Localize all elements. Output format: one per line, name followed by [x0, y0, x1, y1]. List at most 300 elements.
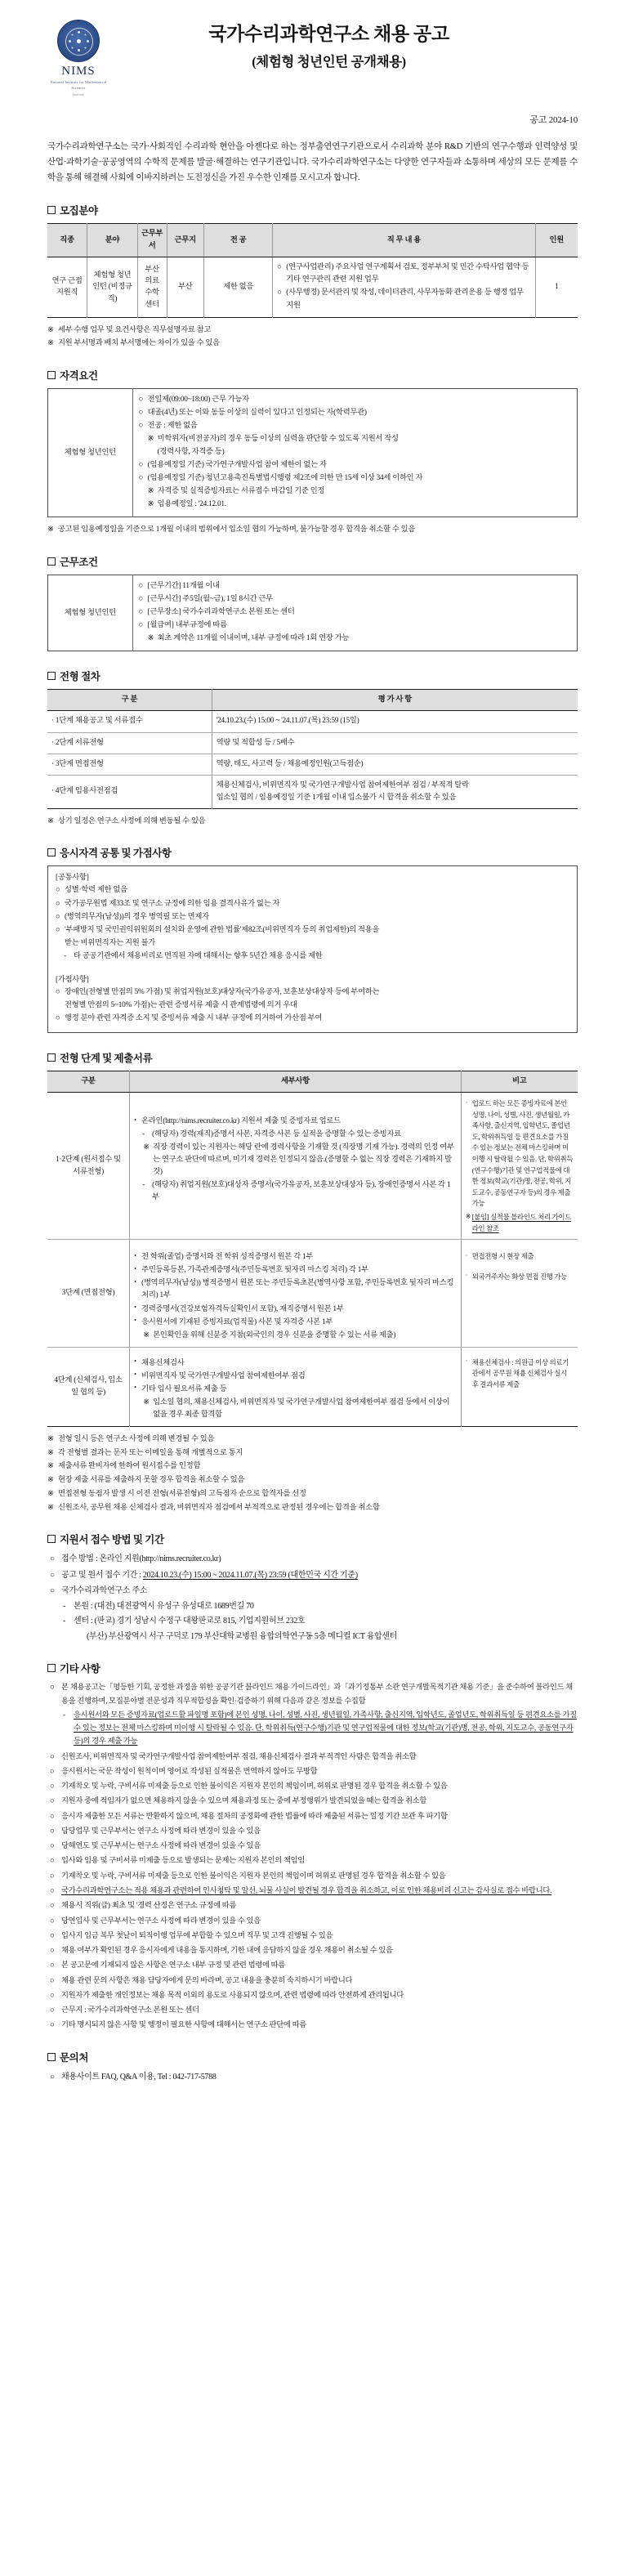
table-row [47, 257, 578, 317]
cell-department: 부산 의료 수학 센터 [137, 257, 167, 317]
etc-item [47, 1854, 578, 1867]
institute-address-label: 국가수리과학연구소 주소 [61, 1586, 148, 1596]
common-text: 국가공무원법 제33조 및 연구소 규정에 의한 임용 결격사유가 없는 자 [65, 899, 280, 908]
cell-stage: 3단계 (면접전형) [47, 1240, 130, 1347]
detail-text: (병역의무자(남성)) 병적증명서 원본 또는 주민등록초본(병역사항 포함, 주민등록번호 뒷자리 마스킹 처리) 1부 [141, 1279, 454, 1300]
col-location: 근무지 [167, 224, 203, 257]
logo-subtitle-secondary: Institute [73, 93, 84, 97]
etc-item [47, 1989, 578, 2002]
cell-stage: 1·2단계 (원서접수 및 서류전형) [47, 1093, 130, 1240]
col-stage-remarks: 비고 [461, 1071, 578, 1092]
cell-stage-remarks [461, 1347, 578, 1426]
dot-bullet-icon: • [134, 1264, 136, 1272]
note-item [47, 1501, 578, 1515]
etc-item [47, 1915, 578, 1928]
qualification-text: 전공 : 제한 없음 [147, 422, 198, 431]
common-item [56, 924, 569, 937]
note-item [47, 1433, 578, 1447]
stages-documents-heading-text: 전형 단계 및 제출서류 [60, 1052, 153, 1064]
qualification-subnote-cont [139, 446, 571, 458]
etc-text: 당해연도 및 근무부서는 연구소 사정에 따라 변경이 있을 수 있음 [61, 1842, 261, 1851]
work-condition-text: [근무기간] 11개월 이내 [147, 582, 220, 591]
note-item [47, 815, 578, 829]
detail-item [134, 1304, 457, 1316]
cell-field: 체험형 청년인턴 (비정규직) [87, 257, 138, 317]
detail-item [134, 1371, 457, 1383]
reference-mark-icon: ※ [147, 500, 154, 509]
table-header-row [47, 690, 578, 711]
circle-bullet-icon: ○ [50, 1797, 55, 1806]
address-item-center-busan [47, 1630, 578, 1644]
detail-note [134, 1397, 457, 1421]
circle-bullet-icon: ○ [50, 1947, 55, 1956]
circle-bullet-icon: ○ [56, 925, 60, 934]
application-block [47, 1552, 578, 1644]
work-condition-heading-text: 근무조건 [60, 557, 98, 569]
address-text: 센터 : (판교) 경기 성남시 수정구 대왕판교로 815, 기업지원허브 232호 [74, 1617, 306, 1626]
dot-bullet-icon: · [465, 1272, 468, 1280]
qualification-item [139, 407, 571, 419]
note-item [47, 337, 578, 351]
section-heading-inquiry [47, 2050, 578, 2064]
common-item [56, 911, 569, 924]
table-row [47, 1093, 578, 1240]
detail-text: 경력증명서(건강보험자격득실확인서 포함), 재직증명서 원본 1부 [141, 1304, 344, 1313]
page-title: 국가수리과학연구소 채용 공고 [208, 24, 449, 44]
circle-bullet-icon: ○ [138, 582, 144, 591]
etc-item [47, 1765, 578, 1778]
etc-text: 채용시 직위(급) 최초 및 '경력 산정은 연구소 규정에 따름 [61, 1902, 237, 1911]
application-item [47, 1584, 578, 1599]
circle-bullet-icon: ○ [50, 1902, 55, 1911]
etc-item [47, 1974, 578, 1988]
dash-bullet-icon: - [63, 1617, 66, 1626]
square-bullet-icon [47, 1535, 56, 1543]
circle-bullet-icon: ○ [50, 1767, 55, 1776]
remark-text: 면접전형 시 현장 제출 [471, 1253, 534, 1261]
etc-item [47, 1681, 578, 1708]
reference-mark-icon: ※ [143, 1330, 150, 1339]
etc-item [47, 1751, 578, 1764]
circle-bullet-icon: ○ [50, 2006, 55, 2015]
cell-headcount: 1 [555, 282, 559, 291]
square-bullet-icon [47, 206, 56, 214]
address-item-headquarters [47, 1599, 578, 1614]
table-header-row [47, 1071, 578, 1092]
inquiry-heading-text: 문의처 [60, 2051, 89, 2064]
note-item [47, 1474, 578, 1487]
common-item [56, 884, 569, 897]
duty-item [277, 287, 530, 311]
remark-text: 외국거주자는 화상 면접 진행 가능 [471, 1272, 567, 1281]
work-condition-text: [월급여] 내부규정에 따름 [147, 621, 227, 630]
circle-bullet-icon: ○ [50, 1872, 55, 1881]
qualification-table [47, 388, 578, 517]
inquiry-item [47, 2070, 578, 2085]
recruit-field-notes [47, 324, 578, 351]
note-text: 상기 일정은 연구소 사정에 의해 변동될 수 있음 [58, 816, 206, 825]
circle-bullet-icon: ○ [138, 621, 144, 630]
reference-mark-icon: ※ [143, 1398, 150, 1407]
col-job-type: 직종 [47, 224, 87, 257]
table-row [47, 711, 578, 732]
detail-text: 채용신체검사 [141, 1358, 185, 1367]
cell-stage-details [130, 1093, 462, 1240]
etc-item [47, 1795, 578, 1808]
circle-bullet-icon: ○ [50, 1887, 55, 1895]
reference-mark-icon: ※ [47, 1462, 54, 1471]
circle-bullet-icon: ○ [138, 461, 144, 470]
dot-bullet-icon: · [465, 1357, 468, 1366]
remark-item [466, 1098, 574, 1210]
table-row [47, 1347, 578, 1426]
cell-work-condition-items [132, 575, 577, 651]
col-headcount: 인원 [535, 224, 578, 257]
square-bullet-icon [47, 672, 56, 680]
dot-bullet-icon: • [134, 1357, 136, 1366]
etc-text: 응시원서와 모든 증빙자료(업로드할 파일명 포함)에 본인 성명, 나이, 성별, 사진, 생년월일, 가족사항, 출신지역, 입학년도, 졸업년도, 학위취득일 등 편견요소를 가질 수 있는 정보는 전체 마스킹하며 미이행 시 탈락될 수 있음. 단, 학위취득(연구수행)기관 및 연구업적물에 대한 정보(학교(기관)명, 전공, 학위, 지도교수, 공동연구자 등)의 경우 제출 가능 [74, 1711, 577, 1746]
circle-bullet-icon: ○ [50, 1684, 55, 1693]
qualification-item [139, 459, 571, 472]
common-text: 성별·학력 제한 없음 [65, 886, 127, 895]
dot-bullet-icon: · [465, 1098, 468, 1107]
cell-job-type: 연구 근접 지원직 [47, 257, 87, 317]
section-heading-qualification [47, 368, 578, 382]
detail-text: 기타 입사 필요서류 제출 등 [141, 1384, 227, 1393]
col-major: 전 공 [203, 224, 272, 257]
square-bullet-icon [47, 2053, 56, 2061]
etc-item-masking-rule [47, 1709, 578, 1749]
etc-heading-text: 기타 사항 [60, 1663, 100, 1675]
table-row [48, 575, 578, 651]
dot-bullet-icon: · [465, 1251, 468, 1259]
circle-bullet-icon: ○ [50, 1586, 55, 1596]
circle-bullet-icon: ○ [50, 1961, 55, 1970]
cell-process-detail: '24.10.23.(수) 15:00 ~ '24.11.07.(목) 23:59 (15일) [212, 711, 578, 732]
etc-item [47, 1780, 578, 1793]
cell-stage-remarks [461, 1240, 578, 1347]
etc-text: 응시자 제출한 모든 서류는 반환하지 않으며, 채용 절차의 공정화에 관한 법률에 따라 제출된 서류는 일정 기간 보관 후 파기함 [61, 1812, 448, 1821]
circle-bullet-icon: ○ [138, 608, 144, 617]
circle-bullet-icon: ○ [50, 1976, 55, 1985]
reference-mark-icon: ※ [465, 1212, 471, 1220]
process-heading-text: 전형 절차 [60, 671, 100, 683]
detail-text: 본인확인을 위해 신분증 지참(외국인의 경우 신분을 증명할 수 있는 서류 제출) [153, 1330, 396, 1339]
circle-bullet-icon: ○ [50, 1842, 55, 1851]
cell-process-detail: 역량 및 적합성 등 / 5배수 [212, 732, 578, 754]
square-bullet-icon [47, 1053, 56, 1062]
table-row [48, 866, 578, 1033]
col-stage: 구분 [47, 1071, 130, 1092]
reference-mark-icon: ※ [147, 634, 154, 643]
etc-block [47, 1681, 578, 2032]
circle-bullet-icon: ○ [138, 409, 144, 418]
common-text: '부패방지 및 국민권익위원회의 설치와 운영에 관한 법률'제82조(비위면직자 등의 취업제한)의 적용을 [65, 925, 380, 934]
address-text: (부산) 부산광역시 서구 구덕로 179 부산대학교병원 융합의학연구동 5층 메디컬 ICT 융합센터 [87, 1631, 398, 1641]
qualification-subnote-text: 자격증 및 실적증빙자료는 서류접수 마감일 기준 인정 [157, 487, 325, 496]
common-item [56, 898, 569, 910]
common-bonus-heading-text: 응시자격 공통 및 가점사항 [60, 847, 172, 860]
dot-bullet-icon: • [134, 1116, 136, 1124]
circle-bullet-icon: ○ [277, 263, 282, 272]
etc-item [47, 1810, 578, 1823]
detail-item [134, 1251, 457, 1263]
qualification-subnote [139, 485, 571, 498]
section-heading-recruit-field [47, 203, 578, 217]
application-heading-text: 지원서 접수 방법 및 기간 [60, 1534, 164, 1546]
common-item-dash [56, 950, 569, 963]
note-text: 신원조사, 공무원 채용 신체검사 결과, 비위면직자 점검에서 부적격으로 판정된 경우에는 합격을 취소함 [58, 1503, 380, 1512]
note-item [47, 523, 578, 537]
detail-text: (해당자) 경력(재직)증명서 사본, 자격증 사본 등 실적을 증명할 수 있는 증빙자료 [152, 1130, 401, 1139]
dash-bullet-icon: - [63, 1601, 66, 1611]
col-process-step: 구 분 [47, 690, 212, 711]
square-bullet-icon [47, 848, 56, 856]
etc-text: 채용 관련 문의 사항은 채용 담당자에게 문의 바라며, 공고 내용을 충분히 숙지하시기 바랍니다 [61, 1976, 353, 1985]
duty-text: (사무행정) 문서관리 및 작성, 데이터관리, 사무자동화 관리운용 등 행정 업무 지원 [286, 288, 524, 310]
col-department: 근무부서 [137, 224, 167, 257]
section-heading-etc [47, 1661, 578, 1675]
application-item [47, 1552, 578, 1567]
qualification-subnote-text: 임용예정일 : '24.12.01. [157, 500, 226, 509]
circle-bullet-icon: ○ [50, 1857, 55, 1866]
work-condition-text: [근무시간] 주5일(월~금), 1일 8시간 근무 [147, 595, 273, 604]
reference-mark-icon: ※ [47, 1448, 54, 1457]
section-heading-application [47, 1532, 578, 1546]
circle-bullet-icon: ○ [50, 1991, 55, 2000]
etc-item [47, 1899, 578, 1912]
reference-mark-icon: ※ [47, 1503, 54, 1512]
institute-seal-icon [57, 20, 100, 62]
detail-note [134, 1330, 457, 1342]
logo-name: NIMS [61, 65, 96, 78]
note-item [47, 1487, 578, 1501]
note-text: 각 전형별 결과는 문자 또는 이메일을 통해 개별적으로 통지 [58, 1448, 243, 1457]
circle-bullet-icon: ○ [50, 2021, 55, 2030]
process-notes [47, 815, 578, 829]
reference-mark-icon: ※ [47, 325, 54, 334]
qualification-notes [47, 523, 578, 537]
etc-text: 기재착오 및 누락, 구비서류 미제출 등으로 인한 불이익은 지원자 본인의 책임이며, 허위로 판명된 경우 합격을 취소할 수 있음 [61, 1782, 448, 1791]
qualification-item [139, 394, 571, 406]
process-detail-line: 입소일 협의 / 임용예정일 기준 1개월 이내 입소불가 시 합격을 취소할 수 있음 [216, 793, 457, 802]
remark-text: [붙임] 실적물 블라인드 처리 가이드라인 참조 [471, 1214, 571, 1232]
remark-item [466, 1357, 574, 1391]
circle-bullet-icon: ○ [138, 396, 144, 405]
etc-text: 담당업무 및 근무부서는 연구소 사정에 따라 변경이 있을 수 있음 [61, 1827, 261, 1836]
etc-item [47, 1825, 578, 1838]
work-condition-subnote-text: 최초 계약은 11개월 이내이며, 내부 규정에 따라 1회 연장 가능 [157, 634, 350, 643]
etc-text: 입사와 임용 및 구비서류 미제출 등으로 발생되는 문제는 지원자 본인의 책임임 [61, 1857, 306, 1866]
qualification-subnote-text: 미학위자(비전공자)의 경우 동등 이상의 실력을 판단할 수 있도록 지원서 작성 [157, 435, 399, 444]
process-detail-line: 채용신체검사, 비위면직자 및 국가연구개발사업 참여제한여부 점검 / 부적격 탈락 [216, 780, 469, 789]
note-item [47, 1447, 578, 1460]
etc-text: 기타 명시되지 않은 사항 및 행정이 필요한 사항에 대해서는 연구소 판단에 따름 [61, 2021, 307, 2030]
cell-process-step: · 3단계 면접전형 [47, 754, 212, 775]
detail-note [134, 1142, 457, 1178]
table-row [47, 1240, 578, 1347]
note-text: 지원 부서명과 배치 부서명에는 차이가 있을 수 있음 [58, 339, 220, 348]
page-subtitle: (체험형 청년인턴 공개채용) [252, 53, 406, 69]
col-duties: 직 무 내 용 [273, 224, 535, 257]
etc-text: 지원자가 제출한 개인정보는 채용 목적 이외의 용도로 사용되지 않으며, 관련 법령에 따라 안전하게 관리됩니다 [61, 1991, 404, 2000]
bonus-item-cont [56, 1000, 569, 1012]
qualification-subnote [139, 499, 571, 511]
work-condition-subnote [139, 633, 571, 645]
work-condition-table [47, 575, 578, 651]
note-item [47, 324, 578, 338]
reference-mark-icon: ※ [147, 487, 154, 496]
detail-text: (해당자) 취업지원(보호)대상자 증명서(국가유공자, 보훈보상대상자 등), 장애인증명서 사본 각 1부 [152, 1181, 451, 1202]
cell-process-detail: 역량, 태도, 사고력 등 / 채용예정인원(고득점순) [212, 754, 578, 775]
circle-bullet-icon: ○ [56, 987, 60, 996]
address-item-center-pangyo [47, 1614, 578, 1629]
duty-text: (연구사업관리) 주요사업 연구계획서 검토, 정부부처 및 민간 수탁사업 협약 등 기타 연구관리 관련 지원 업무 [286, 263, 529, 284]
etc-item [47, 1959, 578, 1972]
etc-text: 본 공고문에 기재되지 않은 사항은 연구소 내부 규정 및 관련 법령에 따름 [61, 1961, 286, 1970]
bonus-item [56, 1013, 569, 1025]
etc-text: 기재착오 및 누락, 구비서류 미제출 등으로 인한 불이익은 지원자 본인의 책임이며 허위로 판명된 경우 합격을 취소할 수 있음 [61, 1872, 446, 1881]
section-heading-work-condition [47, 554, 578, 569]
note-text: 제출서류 완비자에 한하여 원서접수를 인정함 [58, 1462, 201, 1471]
circle-bullet-icon: ○ [56, 899, 60, 908]
section-heading-process [47, 669, 578, 683]
etc-item [47, 1930, 578, 1943]
circle-bullet-icon: ○ [50, 2072, 55, 2082]
application-item [47, 1568, 578, 1583]
process-table [47, 689, 578, 808]
cell-work-condition-label: 체험형 청년인턴 [48, 575, 133, 651]
circle-bullet-icon: ○ [138, 595, 144, 604]
detail-text: 비위면직자 및 국가연구개발사업 참여제한여부 점검 [141, 1371, 306, 1380]
common-text: 받는 비위면직자는 지원 불가 [65, 938, 155, 947]
square-bullet-icon [47, 1664, 56, 1672]
recruit-field-heading-text: 모집분야 [60, 205, 98, 217]
cell-stage-details [130, 1347, 462, 1426]
dot-bullet-icon: • [134, 1317, 136, 1325]
bonus-text: 행정 분야 관련 자격증 소지 및 증빙서류 제출 시 내부 규정에 의거하여 가산점 부여 [65, 1013, 323, 1022]
application-method-text: 접수 방법 : 온라인 지원(http://nims.recruiter.co.kr) [61, 1554, 221, 1564]
etc-text: 채용 여부가 확인된 경우 응시자에게 내용을 통지하며, 기한 내에 응답하지 않을 경우 채용이 취소될 수 있음 [61, 1947, 393, 1956]
circle-bullet-icon: ○ [50, 1827, 55, 1836]
note-item [47, 1460, 578, 1474]
qualification-subnote-text: (경력사항, 자격증 등) [157, 448, 225, 457]
circle-bullet-icon: ○ [56, 886, 60, 895]
qualification-subnote [139, 433, 571, 445]
intro-paragraph [47, 140, 578, 186]
detail-item [134, 1264, 457, 1277]
qualification-text: (임용예정일 기준) 청년고용촉진특별법시행령 제2조에 의한 만 15세 이상 34세 이하인 자 [147, 474, 423, 483]
detail-item [134, 1357, 457, 1370]
etc-item-recruitment-integrity [47, 1885, 578, 1898]
circle-bullet-icon: ○ [50, 1752, 55, 1761]
bonus-text: 장애인(전형별 만점의 5% 가점) 및 취업지원(보호)대상자(국가유공자, 보훈보상대상자 등에 부여하는 [65, 987, 380, 996]
notice-number: 공고 2024-10 [529, 115, 578, 126]
bonus-item [56, 986, 569, 999]
note-text: 세부 수행 업무 및 요건사항은 직무설명자료 참고 [58, 325, 212, 334]
remark-item [466, 1251, 574, 1263]
etc-item [47, 2019, 578, 2032]
inquiry-block [47, 2070, 578, 2085]
cell-stage: 4단계 (신체검사, 입소일 협의 등) [47, 1347, 130, 1426]
cell-qualification-label: 체험형 청년인턴 [48, 389, 133, 517]
remark-note [466, 1212, 574, 1234]
intro-text: 국가수리과학연구소는 국가·사회적인 수리과학 현안을 아젠다로 하는 정부출연연구기관으로서 수리과학 분야 R&D 기반의 연구수행과 인력양성 및 산업·과학기술·공공영역의 수학적 문제를 발굴·해결하는 연구기관입니다. 국가수리과학연구소는 다양한 연구자들과 소통하며 세상의 모든 문제를 수학을 통해 해결해 사회에 이바지하려는 도전정신을 가진 우수한 인재를 모시고자 합니다. [47, 142, 578, 182]
square-bullet-icon [47, 557, 56, 566]
reference-mark-icon: ※ [47, 339, 54, 348]
etc-text: 신원조사, 비위면직자 및 국가연구개발사업 참여제한여부 점검, 채용신체검사 결과 부적격인 사람은 합격을 취소함 [61, 1752, 417, 1761]
detail-text: 직장 경력이 있는 지원자는 해당 란에 경력사항을 기재할 것 (직장명 기재 가능). 경력의 인정 여부는 연구소 판단에 따르며, 미기재 경력은 인정되지 않음.(증명할 수 없는 직장 경력은 기재하지 말 것) [153, 1143, 454, 1177]
cell-process-step: · 2단계 서류전형 [47, 732, 212, 754]
detail-text: 전 학위(졸업) 증명서와 전 학위 성적증명서 원본 각 1부 [141, 1253, 314, 1262]
detail-item [134, 1317, 457, 1329]
application-period-label: 공고 및 원서 접수 기간 : [61, 1570, 143, 1580]
etc-text: 입사지 입금 복무 첫날이 퇴직이행 업무에 부합할 수 있으며 직무 및 고객 진행될 수 있음 [61, 1931, 333, 1940]
table-row [47, 775, 578, 808]
recruit-field-table [47, 223, 578, 317]
etc-text: 근무지 : 국가수리과학연구소 본원 또는 센터 [61, 2006, 199, 2015]
etc-text: 당연입사 및 근무부서는 연구소 사정에 따라 변경이 있을 수 있음 [61, 1916, 261, 1925]
note-text: 전형 일시 등은 연구소 사정에 의해 변경될 수 있음 [58, 1434, 215, 1443]
work-condition-item [139, 619, 571, 632]
cell-stage-details [130, 1240, 462, 1347]
title-block [118, 16, 578, 70]
remark-text: 채용신체검사 : 의원급 이상 의료기관에서 공무원 채용 신체검사 실시 후 결과서류 제출 [471, 1358, 569, 1389]
reference-mark-icon: ※ [47, 1476, 54, 1485]
circle-bullet-icon: ○ [138, 422, 144, 431]
common-text: (병역의무자(남성))의 경우 병역필 또는 면제자 [65, 912, 209, 921]
note-text: 면접전형 동점자 발생 시 이전 전형(서류전형)의 고득점자 순으로 합격자를 선정 [58, 1489, 306, 1498]
work-condition-text: [근무장소] 국가수리과학연구소 본원 또는 센터 [147, 608, 295, 617]
table-header-row [47, 224, 578, 257]
remark-item [466, 1272, 574, 1283]
reference-mark-icon: ※ [47, 1434, 54, 1443]
common-title: [공통사항] [56, 874, 89, 883]
circle-bullet-icon: ○ [138, 474, 144, 483]
dash-bullet-icon: - [142, 1130, 145, 1139]
qualification-text: 전일제(09:00~18:00) 근무 가능자 [147, 396, 249, 405]
cell-duties [273, 257, 535, 317]
etc-text: 응시원서는 국문 작성이 원칙이며 영어로 작성된 실적물은 번역하지 않아도 무방함 [61, 1767, 318, 1776]
cell-major: 제한 없음 [203, 257, 272, 317]
inquiry-text: 채용사이트 FAQ, Q&A 이용, Tel : 042-717-5788 [61, 2072, 217, 2082]
cell-location: 부산 [167, 257, 203, 317]
col-process-detail: 평 가 사 항 [212, 690, 578, 711]
dot-bullet-icon: • [134, 1277, 136, 1286]
reference-mark-icon: ※ [47, 1489, 54, 1498]
section-heading-common-bonus [47, 845, 578, 860]
dash-bullet-icon: - [142, 1181, 145, 1190]
section-heading-stages-documents [47, 1050, 578, 1065]
cell-process-step: · 1단계 채용공고 및 서류접수 [47, 711, 212, 732]
address-text: 본원 : (대전) 대전광역시 유성구 유성대로 1689번길 70 [74, 1601, 254, 1611]
detail-text: 온라인(http://nims.recruiter.co.kr) 지원서 제출 및 증빙자료 업로드 [141, 1117, 341, 1125]
cell-process-detail [212, 775, 578, 808]
table-row [48, 389, 578, 517]
duty-item [277, 262, 530, 286]
dot-bullet-icon: • [134, 1384, 136, 1392]
circle-bullet-icon: ○ [50, 1931, 55, 1940]
dot-bullet-icon: • [134, 1304, 136, 1311]
stages-documents-notes [47, 1433, 578, 1514]
detail-item [134, 1116, 457, 1128]
etc-text: 지원자 중에 적임자가 없으면 채용하지 않을 수 있으며 채용과정 또는 중에 부정행위가 발견되었을 때는 합격을 취소함 [61, 1797, 427, 1806]
cell-qualification-items [132, 389, 577, 517]
bonus-text: 전형별 만점의 5~10% 가점)는 관련 증빙서류 제출 시 관계법령에 의거 우대 [65, 1000, 297, 1009]
etc-text-underlined: 국가수리과학연구소는 적용 채용과 관련하여 인사청탁 및 알선, 뇌물 사실이 발견될 경우 합격을 취소하고, 이로 인한 채용비리 신고는 감사실로 접수 바랍니다. [61, 1887, 552, 1895]
logo-subtitle-en: National Institute for Mathematical Sciences [50, 80, 107, 90]
reference-mark-icon: ※ [47, 525, 54, 534]
